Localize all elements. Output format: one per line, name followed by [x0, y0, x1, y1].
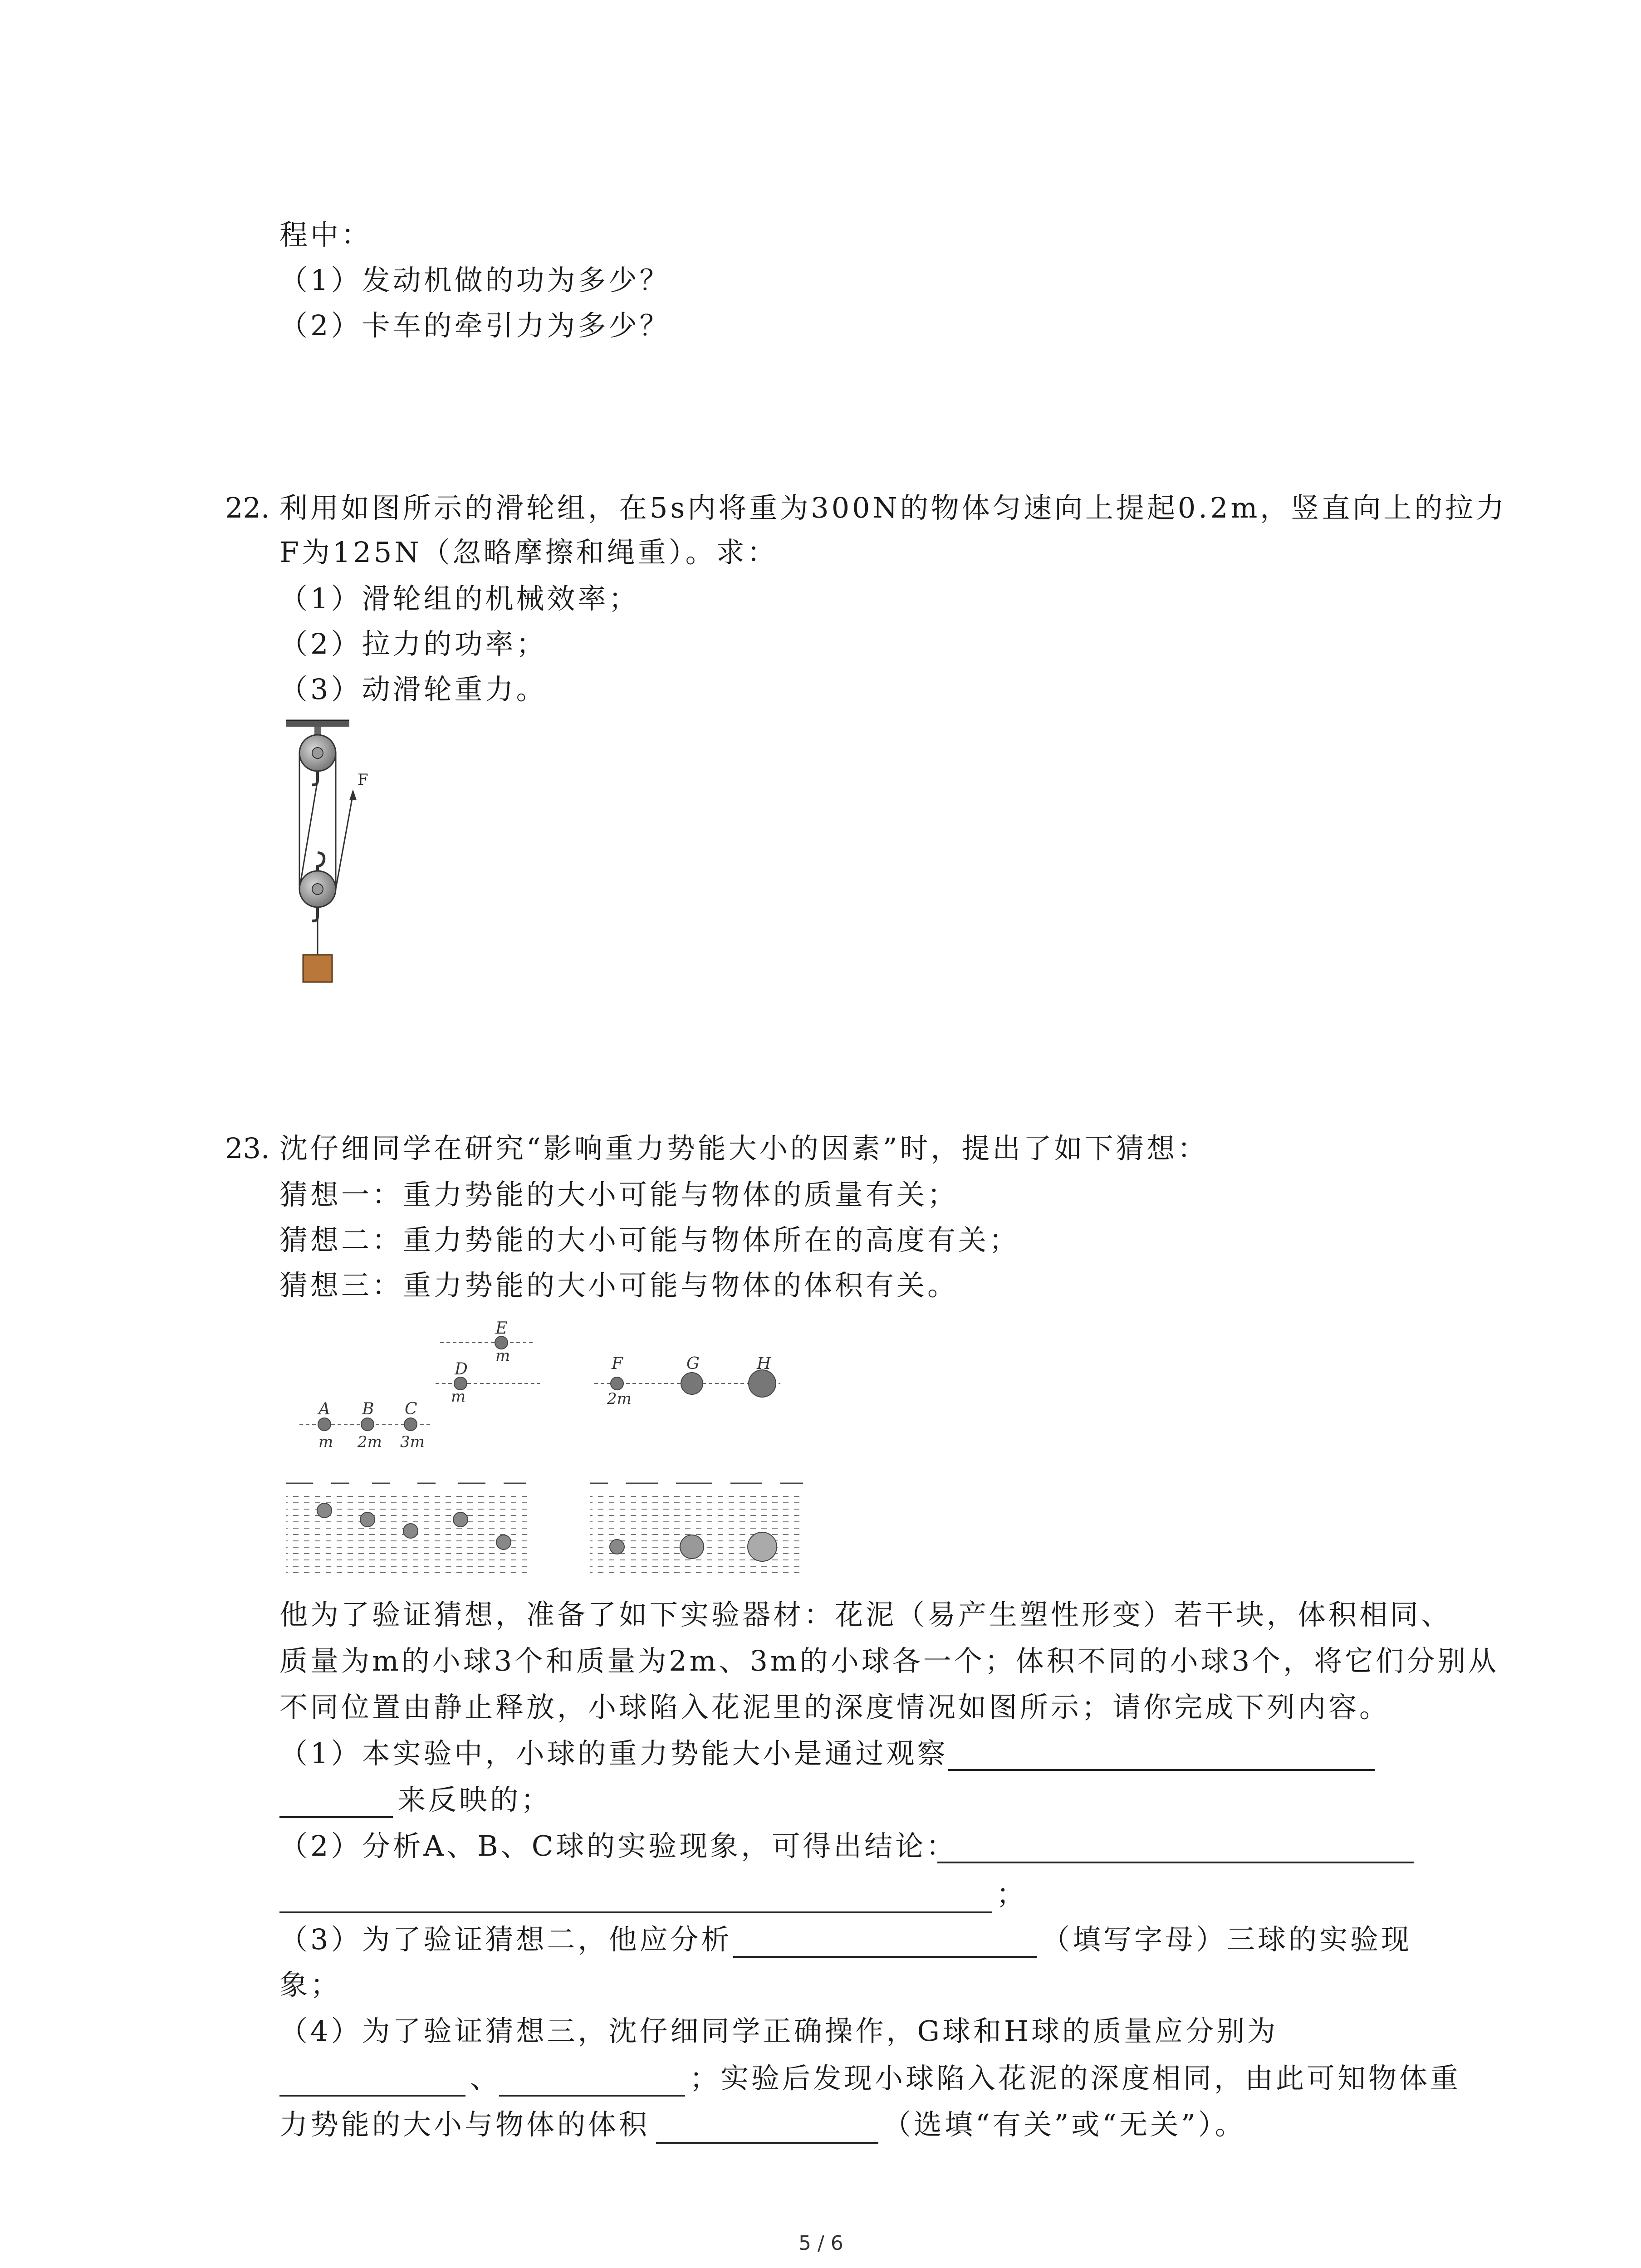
- q23-part2-blank1[interactable]: [937, 1862, 1414, 1863]
- q23-part1-tail: 来反映的；: [397, 1783, 552, 1816]
- ball-h: [749, 1370, 776, 1397]
- mass-label-b: 2m: [358, 1433, 382, 1451]
- ball-label-g: G: [686, 1354, 700, 1373]
- mass-label-d: m: [451, 1388, 466, 1406]
- q22-line1: 利用如图所示的滑轮组，在5s内将重为300N的物体匀速向上提起0.2m，竖直向上的拉力: [279, 491, 1507, 524]
- q23-part2-tail: ；: [996, 1877, 1028, 1911]
- q23-part4-blank1[interactable]: [279, 2095, 465, 2097]
- q23-part4-blank3[interactable]: [656, 2142, 878, 2144]
- mass-label-c: 3m: [400, 1433, 425, 1451]
- force-label: F: [358, 771, 368, 789]
- q23-line1: 沈仔细同学在研究“影响重力势能大小的因素”时，提出了如下猜想：: [279, 1132, 1209, 1165]
- q21-line: 程中：: [279, 218, 372, 251]
- ball-f: [611, 1377, 623, 1390]
- ball-b: [361, 1418, 374, 1431]
- mass-label-f: 2m: [607, 1390, 632, 1408]
- energy-figure: [281, 1315, 808, 1588]
- q23-part4-sep: 、: [470, 2062, 501, 2095]
- q23-para1: 他为了验证猜想，准备了如下实验器材：花泥（易产生塑性形变）若干块，体积相同、: [279, 1598, 1452, 1631]
- q23-part3-text: （3）为了验证猜想二，他应分析: [279, 1923, 732, 1956]
- page-number: 5 / 6: [798, 2232, 843, 2255]
- ball-label-e: E: [495, 1319, 508, 1338]
- ball-label-h: H: [757, 1354, 771, 1373]
- q22-line2: F为125N（忽略摩擦和绳重）。求：: [279, 536, 778, 569]
- q22-sub3: （3）动滑轮重力。: [279, 673, 547, 706]
- q22-sub1: （1）滑轮组的机械效率；: [279, 582, 640, 615]
- q21-sub1: （1）发动机做的功为多少？: [279, 264, 671, 297]
- mass-label-e: m: [495, 1347, 510, 1365]
- ball-label-f: F: [612, 1354, 623, 1373]
- mass-label-a: m: [318, 1433, 333, 1451]
- pulley-figure: [272, 717, 390, 1007]
- ball-label-d: D: [455, 1360, 468, 1378]
- q23-number: 23.: [225, 1132, 270, 1165]
- ball-label-c: C: [405, 1400, 417, 1418]
- ball-g: [681, 1373, 703, 1394]
- q23-part3-tail2: 象；: [279, 1968, 342, 2001]
- q22-sub2: （2）拉力的功率；: [279, 627, 547, 660]
- q23-part4-blank2[interactable]: [499, 2095, 685, 2097]
- q23-part2-text: （2）分析A、B、C球的实验现象，可得出结论：: [279, 1829, 957, 1862]
- q23-part3-tail: （填写字母）三球的实验现: [1042, 1923, 1412, 1956]
- q23-part1-blank1[interactable]: [948, 1769, 1375, 1771]
- q23-part4-tail: （选填“有关”或“无关”）。: [883, 2108, 1246, 2141]
- q23-part1-blank2[interactable]: [279, 1816, 393, 1818]
- q23-part4-text3: 力势能的大小与物体的体积: [279, 2108, 650, 2141]
- ball-label-a: A: [318, 1400, 330, 1418]
- ball-label-b: B: [362, 1400, 374, 1418]
- q23-part4-text: （4）为了验证猜想三，沈仔细同学正确操作，G球和H球的质量应分别为: [279, 2014, 1279, 2048]
- q23-guess1: 猜想一：重力势能的大小可能与物体的质量有关；: [279, 1178, 959, 1211]
- q22-number: 22.: [225, 491, 270, 524]
- q23-part1-text: （1）本实验中，小球的重力势能大小是通过观察: [279, 1737, 948, 1770]
- ball-c: [404, 1418, 417, 1431]
- q23-part4-text2: ；实验后发现小球陷入花泥的深度相同，由此可知物体重: [690, 2062, 1461, 2095]
- q23-para2: 质量为m的小球3个和质量为2m、3m的小球各一个；体积不同的小球3个，将它们分别从: [279, 1644, 1499, 1677]
- q23-guess3: 猜想三：重力势能的大小可能与物体的体积有关。: [279, 1269, 959, 1302]
- q21-sub2: （2）卡车的牵引力为多少？: [279, 309, 671, 342]
- q23-part3-blank[interactable]: [733, 1956, 1037, 1958]
- q23-guess2: 猜想二：重力势能的大小可能与物体所在的高度有关；: [279, 1223, 1020, 1256]
- q23-para3: 不同位置由静止释放，小球陷入花泥里的深度情况如图所示；请你完成下列内容。: [279, 1691, 1391, 1724]
- q23-part2-blank2[interactable]: [279, 1911, 992, 1913]
- ball-a: [318, 1418, 331, 1431]
